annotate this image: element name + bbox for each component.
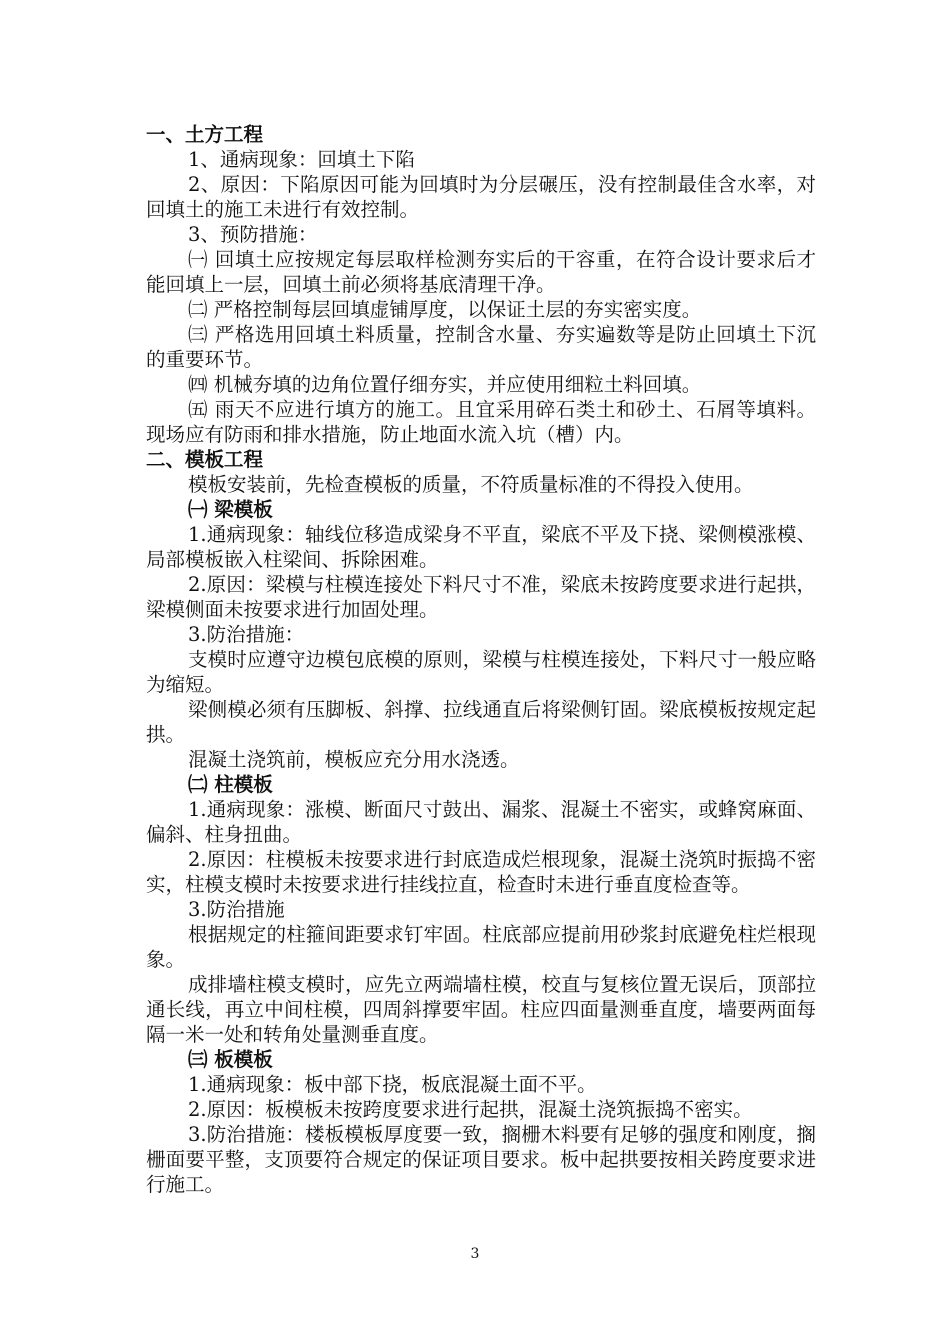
paragraph: ㈡ 严格控制每层回填虚铺厚度，以保证土层的夯实密实度。 (188, 298, 702, 321)
paragraph: ㈢ 严格选用回填土料质量，控制含水量、夯实遍数等是防止回填土下沉的重要环节。 (146, 323, 816, 371)
paragraph: 1、通病现象：回填土下陷 (188, 148, 415, 171)
paragraph: 支模时应遵守边模包底模的原则，梁模与柱模连接处，下料尺寸一般应略为缩短。 (146, 648, 816, 696)
paragraph: 1.通病现象：轴线位移造成梁身不平直，梁底不平及下挠、梁侧模涨模、局部模板嵌入柱梁间、拆除困难。 (146, 523, 816, 571)
subheading-slab-formwork: ㈢ 板模板 (188, 1048, 273, 1071)
paragraph: ㈠ 回填土应按规定每层取样检测夯实后的干容重，在符合设计要求后才能回填上一层，回填土前必须将基底清理干净。 (146, 248, 816, 296)
paragraph: 模板安装前，先检查模板的质量，不符质量标准的不得投入使用。 (188, 473, 754, 496)
paragraph: 根据规定的柱箍间距要求钉牢固。柱底部应提前用砂浆封底避免柱烂根现象。 (146, 923, 816, 971)
paragraph: 3、预防措施： (188, 223, 318, 246)
paragraph: ㈤ 雨天不应进行填方的施工。且宜采用碎石类土和砂土、石屑等填料。现场应有防雨和排水措施，防止地面水流入坑（槽）内。 (146, 398, 816, 446)
paragraph: 3.防治措施：楼板模板厚度要一致，搁栅木料要有足够的强度和刚度，搁栅面要平整，支顶要符合规定的保证项目要求。板中起拱要按相关跨度要求进行施工。 (146, 1123, 816, 1196)
paragraph: 2.原因：柱模板未按要求进行封底造成烂根现象，混凝土浇筑时振捣不密实，柱模支模时未按要求进行挂线拉直，检查时未进行垂直度检查等。 (146, 848, 816, 896)
heading-formwork: 二、模板工程 (146, 448, 264, 471)
paragraph: 1.通病现象：涨模、断面尺寸鼓出、漏浆、混凝土不密实，或蜂窝麻面、偏斜、柱身扭曲。 (146, 798, 816, 846)
paragraph: 成排墙柱模支模时，应先立两端墙柱模，校直与复核位置无误后，顶部拉通长线，再立中间柱模，四周斜撑要牢固。柱应四面量测垂直度，墙要两面每隔一米一处和转角处量测垂直度。 (146, 973, 816, 1046)
page-number: 3 (470, 1246, 480, 1262)
document-body (146, 122, 816, 1197)
paragraph: 2、原因：下陷原因可能为回填时为分层碾压，没有控制最佳含水率，对回填土的施工未进行有效控制。 (146, 173, 816, 221)
subheading-beam-formwork: ㈠ 梁模板 (188, 498, 273, 521)
paragraph: 2.原因：板模板未按跨度要求进行起拱，混凝土浇筑振捣不密实。 (188, 1098, 753, 1121)
paragraph: 混凝土浇筑前，模板应充分用水浇透。 (188, 748, 520, 771)
paragraph: 梁侧模必须有压脚板、斜撑、拉线通直后将梁侧钉固。梁底模板按规定起拱。 (146, 698, 816, 746)
heading-earthwork: 一、土方工程 (146, 123, 264, 146)
subheading-column-formwork: ㈡ 柱模板 (188, 773, 273, 796)
paragraph: 3.防治措施： (188, 623, 305, 646)
paragraph: 2.原因：梁模与柱模连接处下料尺寸不准，梁底未按跨度要求进行起拱，梁模侧面未按要求进行加固处理。 (146, 573, 816, 621)
paragraph: 3.防治措施 (188, 898, 285, 921)
paragraph: ㈣ 机械夯填的边角位置仔细夯实，并应使用细粒土料回填。 (188, 373, 702, 396)
paragraph: 1.通病现象：板中部下挠，板底混凝土面不平。 (188, 1073, 597, 1096)
